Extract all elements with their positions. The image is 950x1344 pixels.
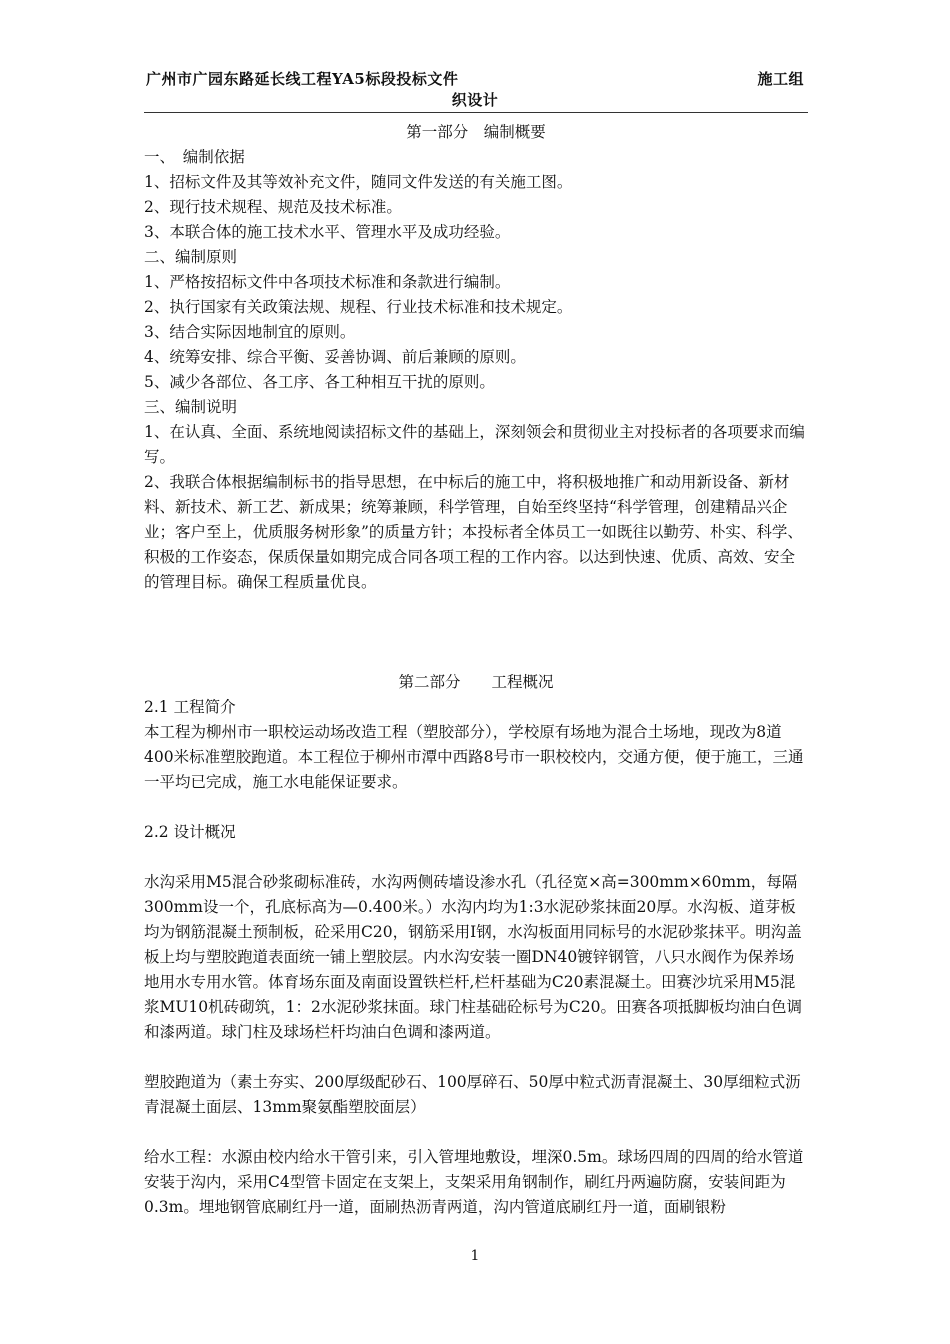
design-heading: 2.2 设计概况 <box>144 823 236 841</box>
basis-item: 2、现行技术规程、规范及技术标准。 <box>144 198 402 216</box>
principle-item: 4、统筹安排、综合平衡、妥善协调、前后兼顾的原则。 <box>144 348 526 366</box>
principle-item: 3、结合实际因地制宜的原则。 <box>144 323 356 341</box>
header-title-right: 施工组 <box>757 70 804 88</box>
header-title: 广州市广园东路延长线工程YA5标段投标文件 <box>146 70 459 88</box>
design-paragraph: 水沟采用M5混合砂浆砌标准砖，水沟两侧砖墙设渗水孔（孔径宽×高=300mm×60mm，每隔300mm设一个，孔底标高为—0.400米。）水沟内均为1:3水泥砂浆抹面20厚。水沟板、道芽板均为钢筋混凝土预制板，砼采用C20，钢筋采用I钢，水沟板面用同标号的水泥砂浆抹平。明沟盖板上均与塑胶跑道表面统一铺上塑胶层。内水沟安装一圈DN40镀锌钢管，八只水阀作为保养场地用水专用水管。体育场东面及南面设置铁栏杆,栏杆基础为C20素混凝土。田赛沙坑采用M5混浆MU10机砖砌筑，1：2水泥砂浆抹面。球门柱基础砼标号为C20。田赛各项抵脚板均油白色调和漆两道。球门柱及球场栏杆均油白色调和漆两道。 <box>144 873 802 1041</box>
spacer <box>144 1045 808 1070</box>
design-paragraph: 塑胶跑道为（素土夯实、200厚级配砂石、100厚碎石、50厚中粒式沥青混凝土、30厚细粒式沥青混凝土面层、13mm聚氨酯塑胶面层） <box>144 1073 801 1116</box>
principle-item: 1、严格按招标文件中各项技术标准和条款进行编制。 <box>144 273 511 291</box>
basis-item: 3、本联合体的施工技术水平、管理水平及成功经验。 <box>144 223 511 241</box>
spacer <box>144 795 808 820</box>
notes-heading: 三、编制说明 <box>144 398 238 416</box>
note-item: 2、我联合体根据编制标书的指导思想，在中标后的施工中，将积极地推广和动用新设备、新材料、新技术、新工艺、新成果；统筹兼顾，科学管理，自始至终坚持“科学管理，创建精品兴企业；客户至上，优质服务树形象”的质量方针；本投标者全体员工一如既往以勤劳、朴实、科学、积极的工作姿态，保质保量如期完成合同各项工程的工作内容。以达到快速、优质、高效、安全的管理目标。确保工程质量优良。 <box>144 473 803 591</box>
part2-title: 第二部分 工程概况 <box>398 673 554 691</box>
header-divider <box>144 112 808 113</box>
header-title-continuation: 织设计 <box>451 91 499 109</box>
part1-title: 第一部分 编制概要 <box>406 123 546 141</box>
principle-item: 5、减少各部位、各工序、各工种相互干扰的原则。 <box>144 373 495 391</box>
design-paragraph: 给水工程：水源由校内给水干管引来，引入管埋地敷设，埋深0.5m。球场四周的四周的给水管道安装于沟内，采用C4型管卡固定在支架上，支架采用角钢制作，刷红丹两遍防腐，安装间距为0.3m。埋地钢管底刷红丹一道，面刷热沥青两道，沟内管道底刷红丹一道，面刷银粉 <box>144 1148 804 1216</box>
intro-paragraph: 本工程为柳州市一职校运动场改造工程（塑胶部分），学校原有场地为混合土场地，现改为8道400米标准塑胶跑道。本工程位于柳州市潭中西路8号市一职校校内，交通方便，便于施工，三通一平均已完成，施工水电能保证要求。 <box>144 723 804 791</box>
spacer <box>144 595 808 670</box>
spacer <box>144 1120 808 1145</box>
principle-item: 2、执行国家有关政策法规、规程、行业技术标准和技术规定。 <box>144 298 573 316</box>
basis-heading: 一、 编制依据 <box>144 148 245 166</box>
spacer <box>144 845 808 870</box>
document-body <box>144 120 808 1220</box>
basis-item: 1、招标文件及其等效补充文件，随同文件发送的有关施工图。 <box>144 173 573 191</box>
note-item: 1、在认真、全面、系统地阅读招标文件的基础上，深刻领会和贯彻业主对投标者的各项要求而编写。 <box>144 423 805 466</box>
intro-heading: 2.1 工程简介 <box>144 698 236 716</box>
page-number: 1 <box>470 1248 480 1264</box>
principles-heading: 二、编制原则 <box>144 248 238 266</box>
